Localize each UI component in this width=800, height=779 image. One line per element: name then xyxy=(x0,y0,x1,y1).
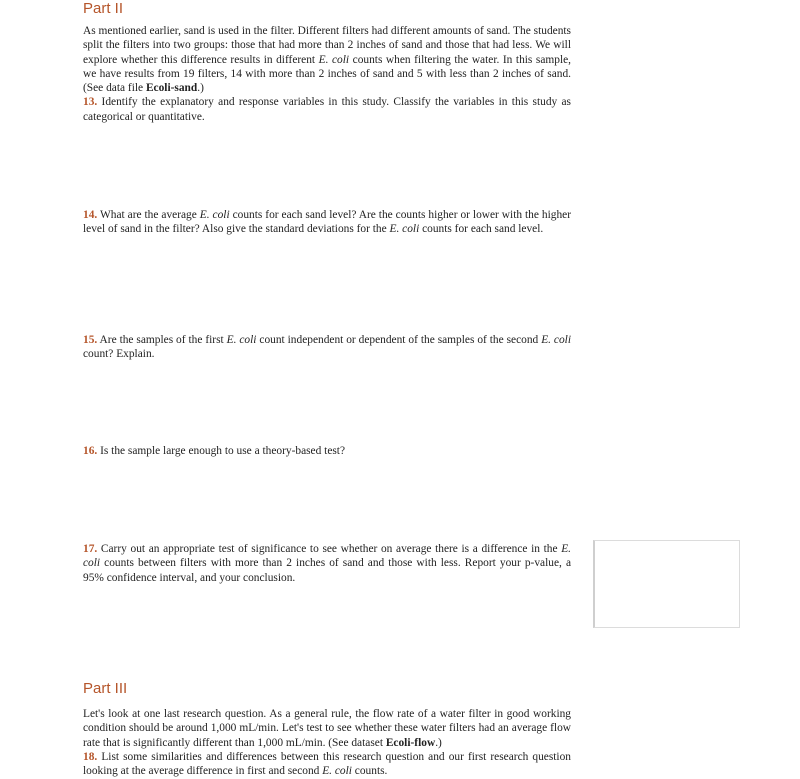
question-16 xyxy=(83,444,571,458)
question-number: 17. xyxy=(83,543,98,555)
blank-side-box xyxy=(593,540,740,628)
question-text: counts for each sand level. xyxy=(419,223,544,236)
question-13-text: Identify the explanatory and response variables in this study. Classify the variables in this study as categorical or quantitative. xyxy=(83,96,571,123)
question-text: count independent or dependent of the samples of the second xyxy=(256,334,542,346)
species-name: E. coli xyxy=(199,209,230,221)
part-3-heading: Part III xyxy=(83,680,128,697)
question-text: counts between filters with more than 2 inches of sand and those with less. Report your p-value, a 95% confidence interval, and your conclusion. xyxy=(83,557,571,584)
question-17 xyxy=(83,542,571,585)
question-text: counts for each sand level? Are the counts higher or lower with the higher level of sand in the filter? Also give the standard deviations for the xyxy=(83,209,572,236)
question-text: count? Explain. xyxy=(83,348,155,361)
question-15 xyxy=(83,333,571,362)
intro-text: .) xyxy=(197,82,204,95)
species-name: E. coli xyxy=(322,765,352,778)
species-name: E. coli xyxy=(541,334,572,346)
question-text: Are the samples of the first xyxy=(97,334,227,346)
question-number: 15. xyxy=(83,334,98,346)
species-name: E. coli xyxy=(318,53,350,66)
intro-text: .) xyxy=(435,736,442,749)
question-number: 13. xyxy=(83,96,98,109)
data-file-name: Ecoli-sand xyxy=(145,82,198,95)
part-2-intro xyxy=(83,24,571,124)
question-text: What are the average xyxy=(97,209,200,221)
question-text: Carry out an appropriate test of significance to see whether on average there is a difference in the xyxy=(97,543,562,555)
question-number: 16. xyxy=(83,445,98,457)
species-name: E. coli xyxy=(83,543,571,570)
question-number: 14. xyxy=(83,209,98,221)
question-18-text: counts. xyxy=(351,765,388,778)
data-file-name: Ecoli-flow xyxy=(385,736,436,749)
part-3-intro xyxy=(83,707,571,778)
question-18-text: List some similarities and differences between this research question and our first research question looking at the average difference in first and second xyxy=(83,750,571,778)
question-text: Is the sample large enough to use a theory-based test? xyxy=(97,445,346,457)
part-2-heading: Part II xyxy=(83,0,124,17)
intro-text: As mentioned earlier, sand is used in the filter. Different filters had different amounts of sand. The students split the filters into two groups: those that had more than 2 inches of sand and those that had less. We will explore whether this difference results in different xyxy=(83,25,571,66)
intro-text: Let's look at one last research question. As a general rule, the flow rate of a water filter in good working condition should be around 1,000 mL/min. Let's test to see whether these water filters had an average flow rate that is significantly different than 1,000 mL/min. (See dataset xyxy=(83,708,571,749)
species-name: E. coli xyxy=(226,334,257,346)
species-name: E. coli xyxy=(389,223,420,236)
question-14 xyxy=(83,208,571,237)
intro-text: counts when filtering the water. In this sample, we have results from 19 filters, 14 with more than 2 inches of sand and 5 with less than 2 inches of sand. (See data file xyxy=(83,53,572,95)
question-number: 18. xyxy=(83,750,98,763)
